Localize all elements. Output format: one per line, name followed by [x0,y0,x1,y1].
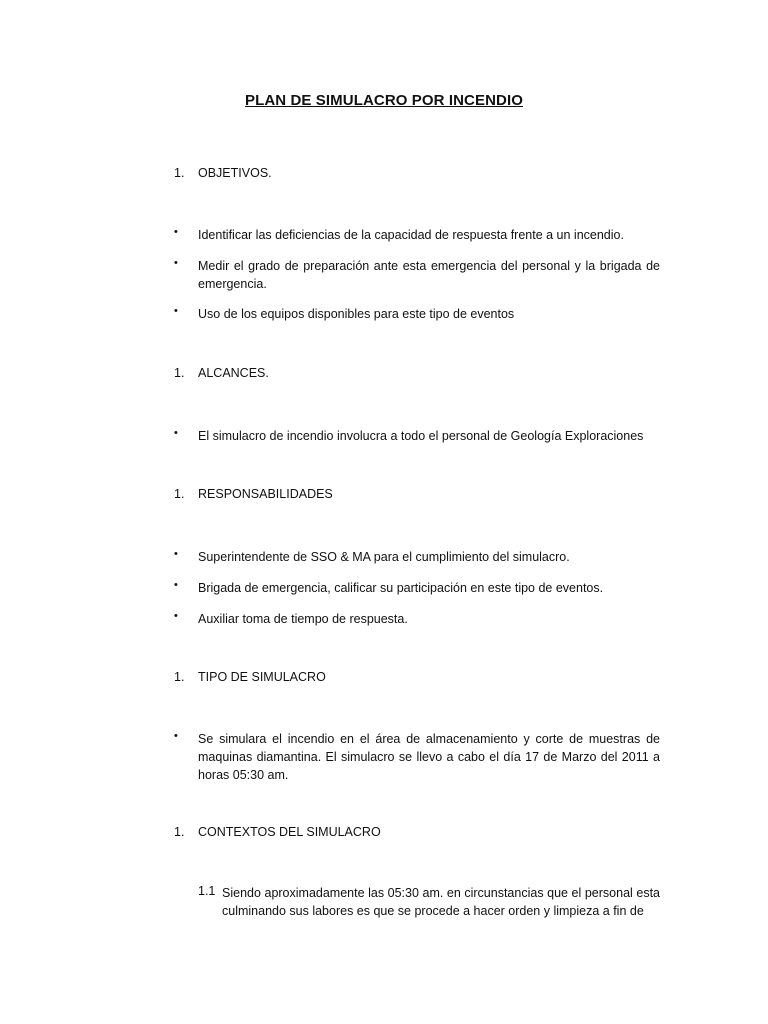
section-number: 1. [174,366,185,380]
list-item-text: Medir el grado de preparación ante esta emergencia del personal y la brigada de emergencia. [198,259,660,291]
section-title: RESPONSABILIDADES [198,487,333,501]
list-item [174,579,660,597]
list-item-text: Se simulara el incendio en el área de almacenamiento y corte de muestras de maquinas diamantina. El simulacro se llevo a cabo el día 17 de Marzo del 2011 a horas 05:30 am. [198,732,660,782]
list-item [174,257,660,293]
list-item-text: Identificar las deficiencias de la capacidad de respuesta frente a un incendio. [198,228,624,242]
section-number: 1. [174,487,185,501]
list-item [174,305,660,323]
subsection-number: 1.1 [198,884,216,898]
bullet-icon: • [174,730,178,742]
section-title: CONTEXTOS DEL SIMULACRO [198,825,381,839]
section-number: 1. [174,670,185,684]
list-item [174,226,660,244]
list-item-text: Superintendente de SSO & MA para el cumplimiento del simulacro. [198,550,570,564]
document-title: PLAN DE SIMULACRO POR INCENDIO [244,92,523,109]
bullet-icon: • [174,579,178,591]
section-title: TIPO DE SIMULACRO [198,670,326,684]
section-title: ALCANCES. [198,366,269,380]
section-number: 1. [174,825,185,839]
list-item-text: Uso de los equipos disponibles para este tipo de eventos [198,307,515,321]
section-heading-contextos [174,825,381,839]
list-item-text: El simulacro de incendio involucra a todo el personal de Geología Exploraciones [198,429,644,443]
list-item-text: Brigada de emergencia, calificar su participación en este tipo de eventos. [198,581,604,595]
list-item [174,427,660,445]
bullet-icon: • [174,610,178,622]
bullet-icon: • [174,548,178,560]
section-number: 1. [174,166,185,180]
bullet-icon: • [174,427,178,439]
bullet-icon: • [174,305,178,317]
section-heading-objetivos [174,166,272,180]
bullet-icon: • [174,226,178,238]
list-item [174,730,660,784]
list-item [174,610,660,628]
section-heading-responsabilidades [174,487,333,501]
section-title: OBJETIVOS. [198,166,272,180]
list-item [174,548,660,566]
section-heading-alcances [174,366,269,380]
list-item-text: Auxiliar toma de tiempo de respuesta. [198,612,408,626]
subsection-item [198,884,660,920]
bullet-icon: • [174,257,178,269]
subsection-text: Siendo aproximadamente las 05:30 am. en circunstancias que el personal esta culminando sus labores es que se procede a hacer orden y limpieza a fin de [222,886,660,918]
section-heading-tipo-de-simulacro [174,670,326,684]
